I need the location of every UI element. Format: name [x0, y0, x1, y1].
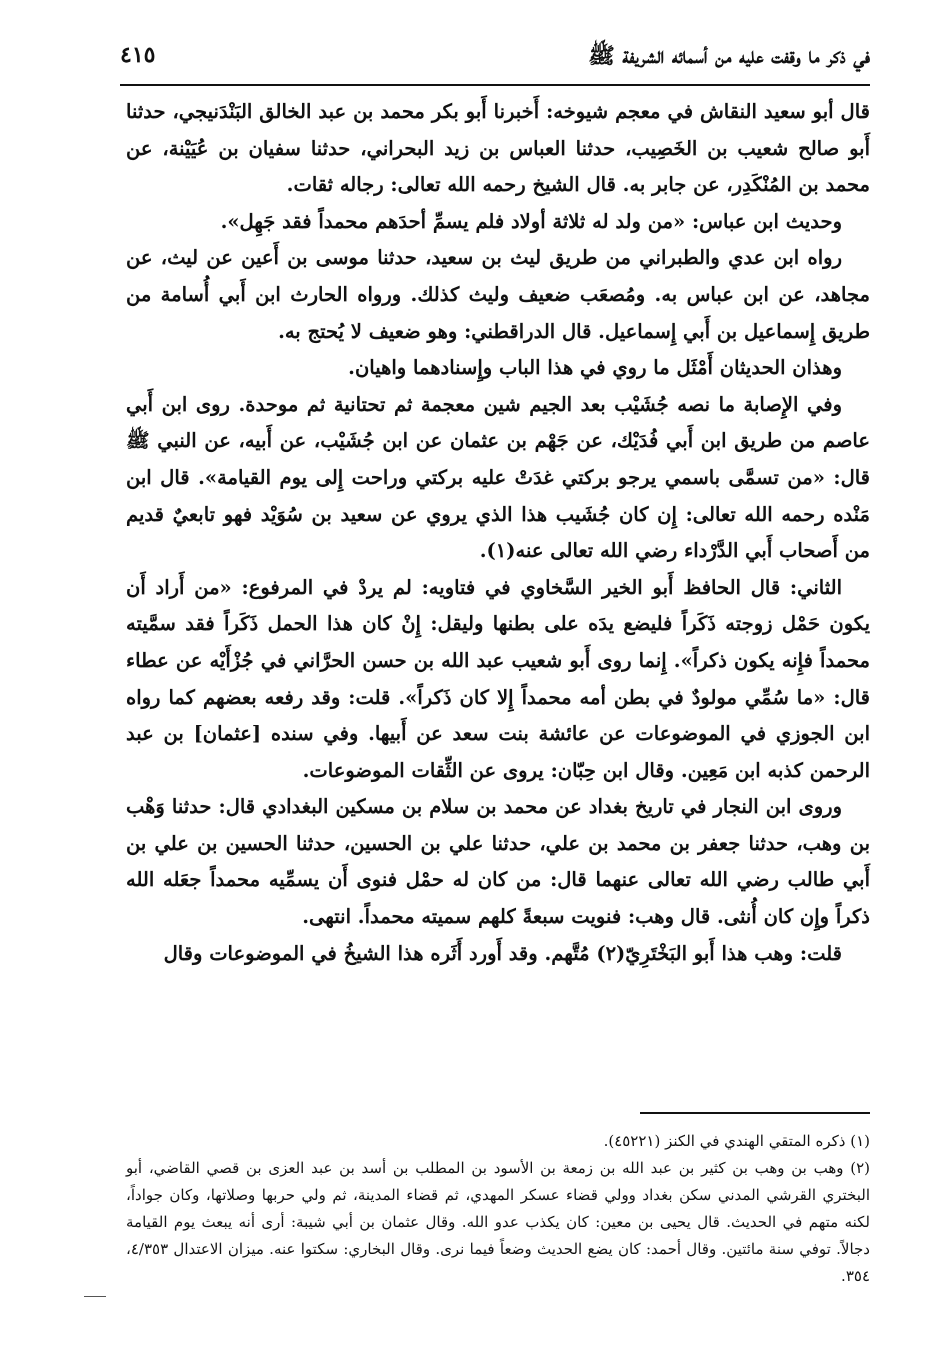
scan-mark — [84, 1296, 106, 1297]
paragraph: رواه ابن عدي والطبراني من طريق ليث بن سعيد، حدثنا موسى بن أَعين عن ليث، عن مجاهد، عن ابن عباس به. ومُصعَب ضعيف وليث كذلك. ورواه الحارث ابن أَبي أُسامة من طريق إِسماعيل بن أَبي إِسماعيل. قال الدراقطني: وهو ضعيف لا يُحتج به. — [126, 246, 870, 343]
paragraph: قلت: وهب هذا أَبو البَخْتَرِيّ(٢) مُتَّهم. وقد أَورد أَثَره هذا الشيخُ في الموضوعات وقال — [163, 941, 842, 965]
footnote: (١) ذكره المتقي الهندي في الكنز (٤٥٢٢١). — [603, 1132, 870, 1150]
paragraph: وحديث ابن عباس: «من ولد له ثلاثة أولاد فلم يسمِّ أحدَهم محمداً فقد جَهِل». — [220, 209, 842, 233]
page-number: ٤١٥ — [120, 42, 156, 68]
running-title: في ذكر ما وقفت عليه من أسمائه الشريفة ﷺ — [588, 43, 870, 69]
header-divider — [120, 84, 870, 86]
paragraph: وروى ابن النجار في تاريخ بغداد عن محمد بن سلام بن مسكين البغدادي قال: حدثنا وَهْب بن وهب، حدثنا جعفر بن محمد بن علي، حدثنا علي بن الحسين، حدثنا الحسين بن علي بن أَبي طالب رضي الله تعالى عنهما قال: من كان له حمْل فنوى أَن يسمِّيه محمداً جعَله الله ذكراً وإِن كان أُنثى. قال وهب: فنويت سبعةً كلهم سميته محمداً. انتهى. — [126, 795, 870, 929]
paragraph: وهذان الحديثان أَمْثَل ما روي في هذا الباب وإِسنادهما واهيان. — [348, 356, 842, 380]
paragraph: وفي الإِصابة ما نصه جُشَيْب بعد الجيم شين معجمة ثم تحتانية ثم موحدة. روى ابن أَبي عاصم من طريق ابن أَبي فُدَيْك، عن جَهْم بن عثمان عن ابن جُشَيْب، عن أَبيه، عن النبي ﷺ قال: «من تسمَّى باسمي يرجو بركتي غدَتْ عليه بركتي وراحت إِلى يوم القيامة». قال ابن مَنْده رحمه الله تعالى: إِن كان جُشَيب هذا الذي يروي عن سعيد بن سُوَيْد فهو تابعيٌ قديم من أَصحاب أَبي الدَّرْداء رضي الله تعالى عنه(١). — [126, 392, 870, 563]
footnotes — [126, 1128, 870, 1290]
main-text — [126, 94, 870, 972]
footnote-divider — [640, 1112, 870, 1114]
paragraph: قال أبو سعيد النقاش في معجم شيوخه: أَخبرنا أَبو بكر محمد بن عبد الخالق البَنْدَنيجي، حدثنا أَبو صالح شعيب بن الخَصِيب، حدثنا العباس بن زيد البحراني، حدثنا سفيان بن عُيَيْنة، عن محمد بن المُنْكَدِر، عن جابر به. قال الشيخ رحمه الله تعالى: رجاله ثقات. — [126, 100, 870, 197]
page-header — [120, 38, 870, 78]
paragraph: الثاني: قال الحافظ أَبو الخير السَّخاوي في فتاويه: لم يردْ في المرفوع: «من أَراد أَن يكون حَمْل زوجته ذَكَراً فليضع يدَه على بطنها وليقل: إِنْ كان هذا الحمل ذَكَراً فقد سمَّيته محمداً فإِنه يكون ذكراً». إِنما روى أَبو شعيب عبد الله بن حسن الحرَّاني في جُزْأَيْه عن عطاء قال: «ما سُمِّي مولودٌ في بطن أمه محمداً إِلا كان ذَكراً». قلت: وقد رفعه بعضهم كما رواه ابن الجوزي في الموضوعات عن عائشة بنت سعد عن أَبيها. وفي سنده [عثمان] بن عبد الرحمن كذبه ابن مَعِين. وقال ابن حِبّان: يروى عن الثِّقات الموضوعات. — [126, 575, 870, 782]
footnote: (٢) وهب بن وهب بن كثير بن عبد الله بن زمعة بن الأسود بن المطلب بن أسد بن عبد العزى بن قصي القاضي، أبو البختري القرشي المدني سكن بغداد وولي قضاء عسكر المهدي، ثم قضاء المدينة، ثم ولي حربها وصلاتها، وكان جواداً، لكنه متهم في الحديث. قال يحيى بن معين: كان يكذب عدو الله. وقال عثمان بن أبي شيبة: أرى أنه يبعث يوم القيامة دجالاً. توفي سنة مائتين. وقال أحمد: كان يضع الحديث وضعاً فيما نرى. وقال البخاري: سكتوا عنه. ميزان الاعتدال ٤/٣٥٣، ٣٥٤. — [126, 1159, 870, 1285]
